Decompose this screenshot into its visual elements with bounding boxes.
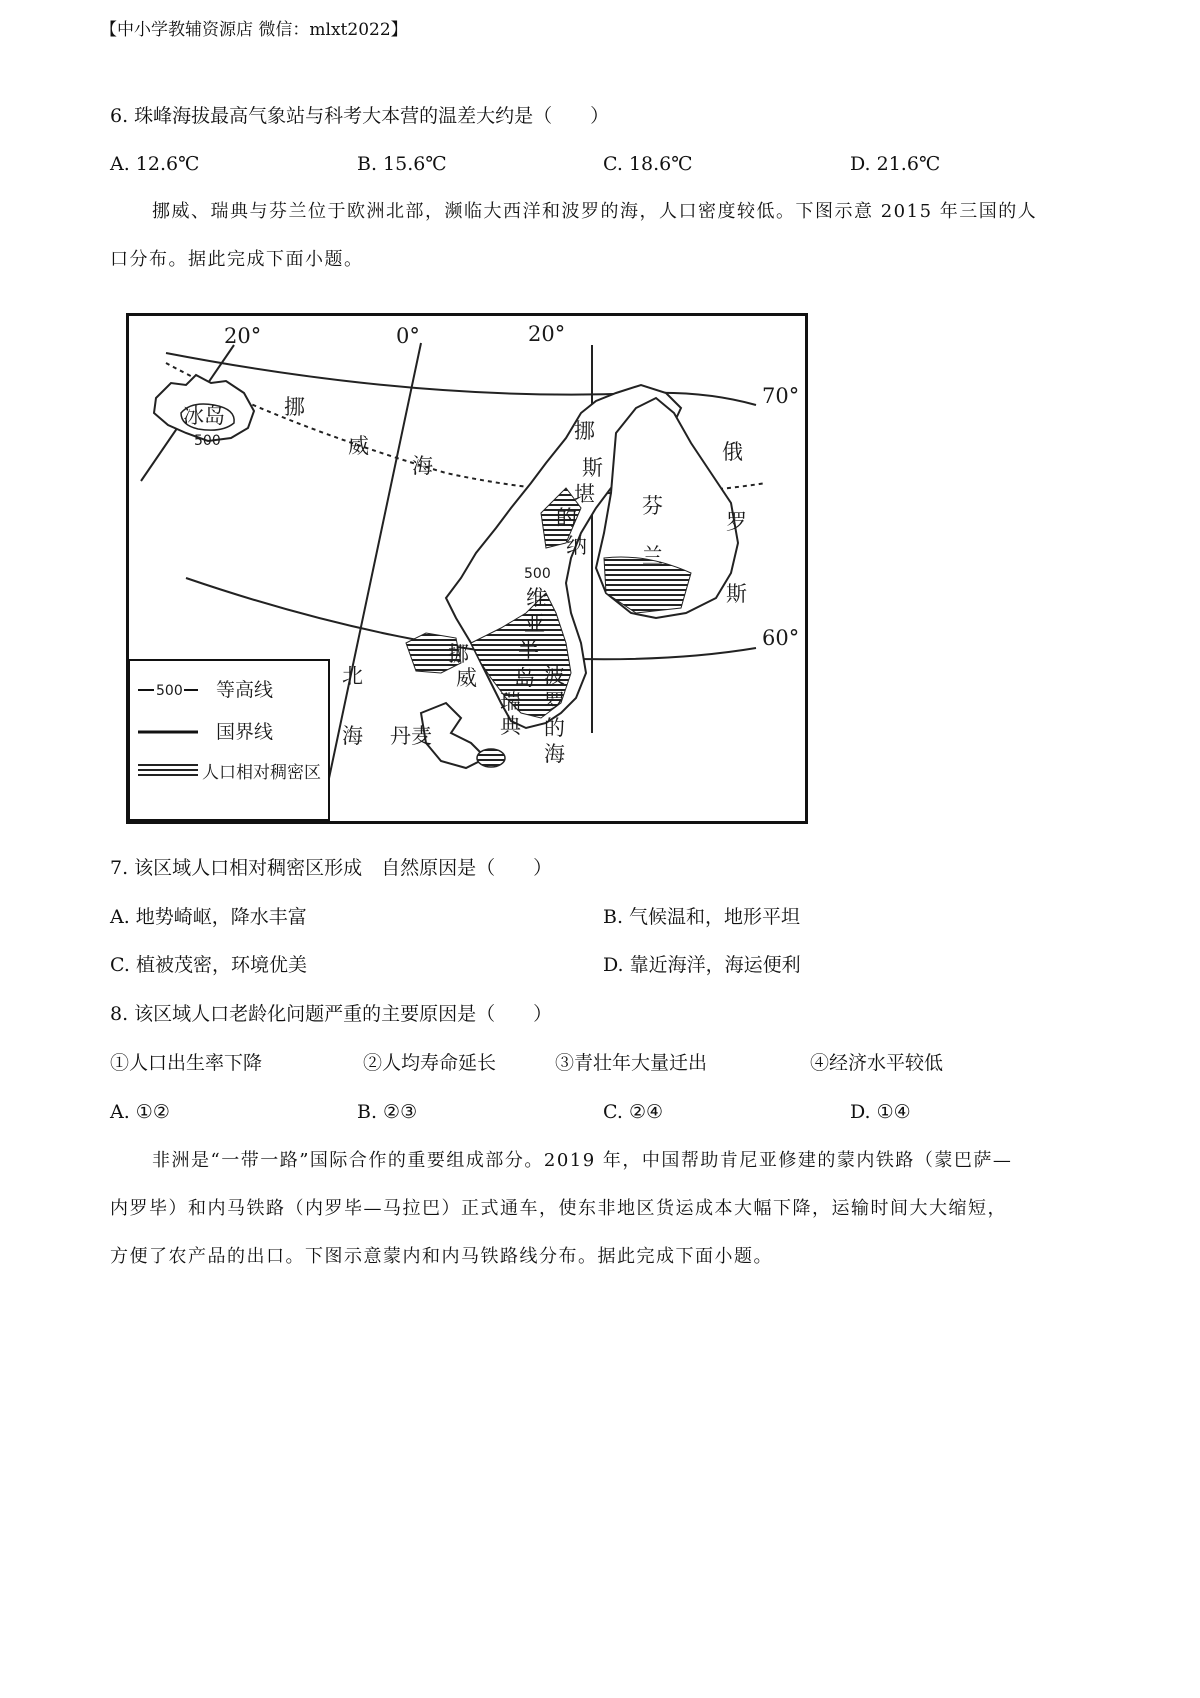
iceland-contour-label: 500 xyxy=(194,433,221,449)
q8-item-3: ③青壮年大量迁出 xyxy=(555,1052,708,1074)
norwegian-sea-char-2: 威 xyxy=(348,434,369,458)
q7-option-a: A. 地势崎岖，降水丰富 xyxy=(110,906,307,928)
baltic-char-2: 罗 xyxy=(544,690,565,714)
scandinavia-char-5: 维 xyxy=(526,586,547,610)
q6-option-a: A. 12.6℃ xyxy=(110,153,200,175)
norwegian-sea-char-3: 海 xyxy=(412,454,433,478)
baltic-char-4: 海 xyxy=(544,742,565,766)
q8-option-a: A. ①② xyxy=(110,1101,170,1123)
baltic-char-1: 波 xyxy=(544,664,565,688)
legend-dense-label: 人口相对稠密区 xyxy=(202,763,321,783)
lat-label-70: 70° xyxy=(762,384,800,408)
passage2-line3: 方便了农产品的出口。下图示意蒙内和内马铁路线分布。据此完成下面小题。 xyxy=(110,1246,773,1267)
passage2-line1: 非洲是“一带一路”国际合作的重要组成部分。2019 年，中国帮助肯尼亚修建的蒙内铁路（蒙巴萨— xyxy=(152,1150,1013,1171)
finland-char-2: 兰 xyxy=(642,544,663,568)
north-sea-char-2: 海 xyxy=(342,724,363,748)
scandinavia-population-map xyxy=(126,313,808,824)
scandinavia-contour-label: 500 xyxy=(524,566,551,582)
russia-char-2: 罗 xyxy=(726,510,747,534)
north-sea-char-1: 北 xyxy=(342,664,363,688)
q7-option-c: C. 植被茂密，环境优美 xyxy=(110,954,307,976)
lon-label-20e: 20° xyxy=(528,322,566,346)
russia-char-3: 斯 xyxy=(726,582,747,606)
baltic-char-3: 的 xyxy=(544,716,565,740)
norway-south-char-1: 挪 xyxy=(448,642,469,666)
russia-char-1: 俄 xyxy=(722,440,743,464)
finland-char-1: 芬 xyxy=(642,494,663,518)
passage1-line1: 挪威、瑞典与芬兰位于欧洲北部，濒临大西洋和波罗的海，人口密度较低。下图示意 2015 年三国的人 xyxy=(152,201,1038,222)
scandinavia-char-7: 半 xyxy=(518,638,539,662)
norway-south-char-2: 威 xyxy=(456,666,477,690)
lon-label-20w: 20° xyxy=(224,324,262,348)
q8-item-2: ②人均寿命延长 xyxy=(363,1052,497,1074)
scandinavia-char-6: 亚 xyxy=(524,612,545,636)
q8-option-d: D. ①④ xyxy=(850,1101,911,1123)
q7-option-b: B. 气候温和，地形平坦 xyxy=(603,906,801,928)
q8-stem: 8. 该区域人口老龄化问题严重的主要原因是（ ） xyxy=(110,1003,553,1025)
q7-option-d: D. 靠近海洋，海运便利 xyxy=(603,954,801,976)
scandinavia-char-2: 堪 xyxy=(574,482,595,506)
q7-stem: 7. 该区域人口相对稠密区形成 自然原因是（ ） xyxy=(110,857,553,879)
passage1-line2: 口分布。据此完成下面小题。 xyxy=(110,249,364,270)
q6-option-c: C. 18.6℃ xyxy=(603,153,693,175)
lon-label-0: 0° xyxy=(396,324,420,348)
denmark-island xyxy=(477,749,505,767)
iceland-label: 冰岛 xyxy=(183,404,225,428)
q8-item-1: ①人口出生率下降 xyxy=(110,1052,263,1074)
q6-option-b: B. 15.6℃ xyxy=(357,153,447,175)
q8-item-4: ④经济水平较低 xyxy=(810,1052,944,1074)
legend-dense-sample xyxy=(138,763,198,779)
scandinavia-char-3: 的 xyxy=(556,506,577,530)
q6-option-d: D. 21.6℃ xyxy=(850,153,941,175)
norwegian-sea-char-1: 挪 xyxy=(284,395,305,419)
lat-label-60: 60° xyxy=(762,626,800,650)
legend-contour-label: 等高线 xyxy=(216,679,274,701)
q6-stem: 6. 珠峰海拔最高气象站与科考大本营的温差大约是（ ） xyxy=(110,105,610,127)
sweden-char-2: 典 xyxy=(500,714,521,738)
denmark-label: 丹麦 xyxy=(390,724,432,748)
header-watermark: 【中小学教辅资源店 微信：mlxt2022】 xyxy=(100,20,408,40)
legend-contour-value: 500 xyxy=(156,683,183,699)
legend-border-label: 国界线 xyxy=(216,721,274,743)
scandinavia-char-1: 斯 xyxy=(582,456,603,480)
passage2-line2: 内罗毕）和内马铁路（内罗毕—马拉巴）正式通车，使东非地区货运成本大幅下降，运输时间大大缩短， xyxy=(110,1198,1007,1219)
scandinavia-char-8: 岛 xyxy=(514,666,535,690)
scandinavia-char-4: 纳 xyxy=(566,534,587,558)
q8-option-b: B. ②③ xyxy=(357,1101,418,1123)
sweden-char-1: 瑞 xyxy=(500,690,521,714)
norway-north-label: 挪 xyxy=(574,419,595,443)
q8-option-c: C. ②④ xyxy=(603,1101,664,1123)
